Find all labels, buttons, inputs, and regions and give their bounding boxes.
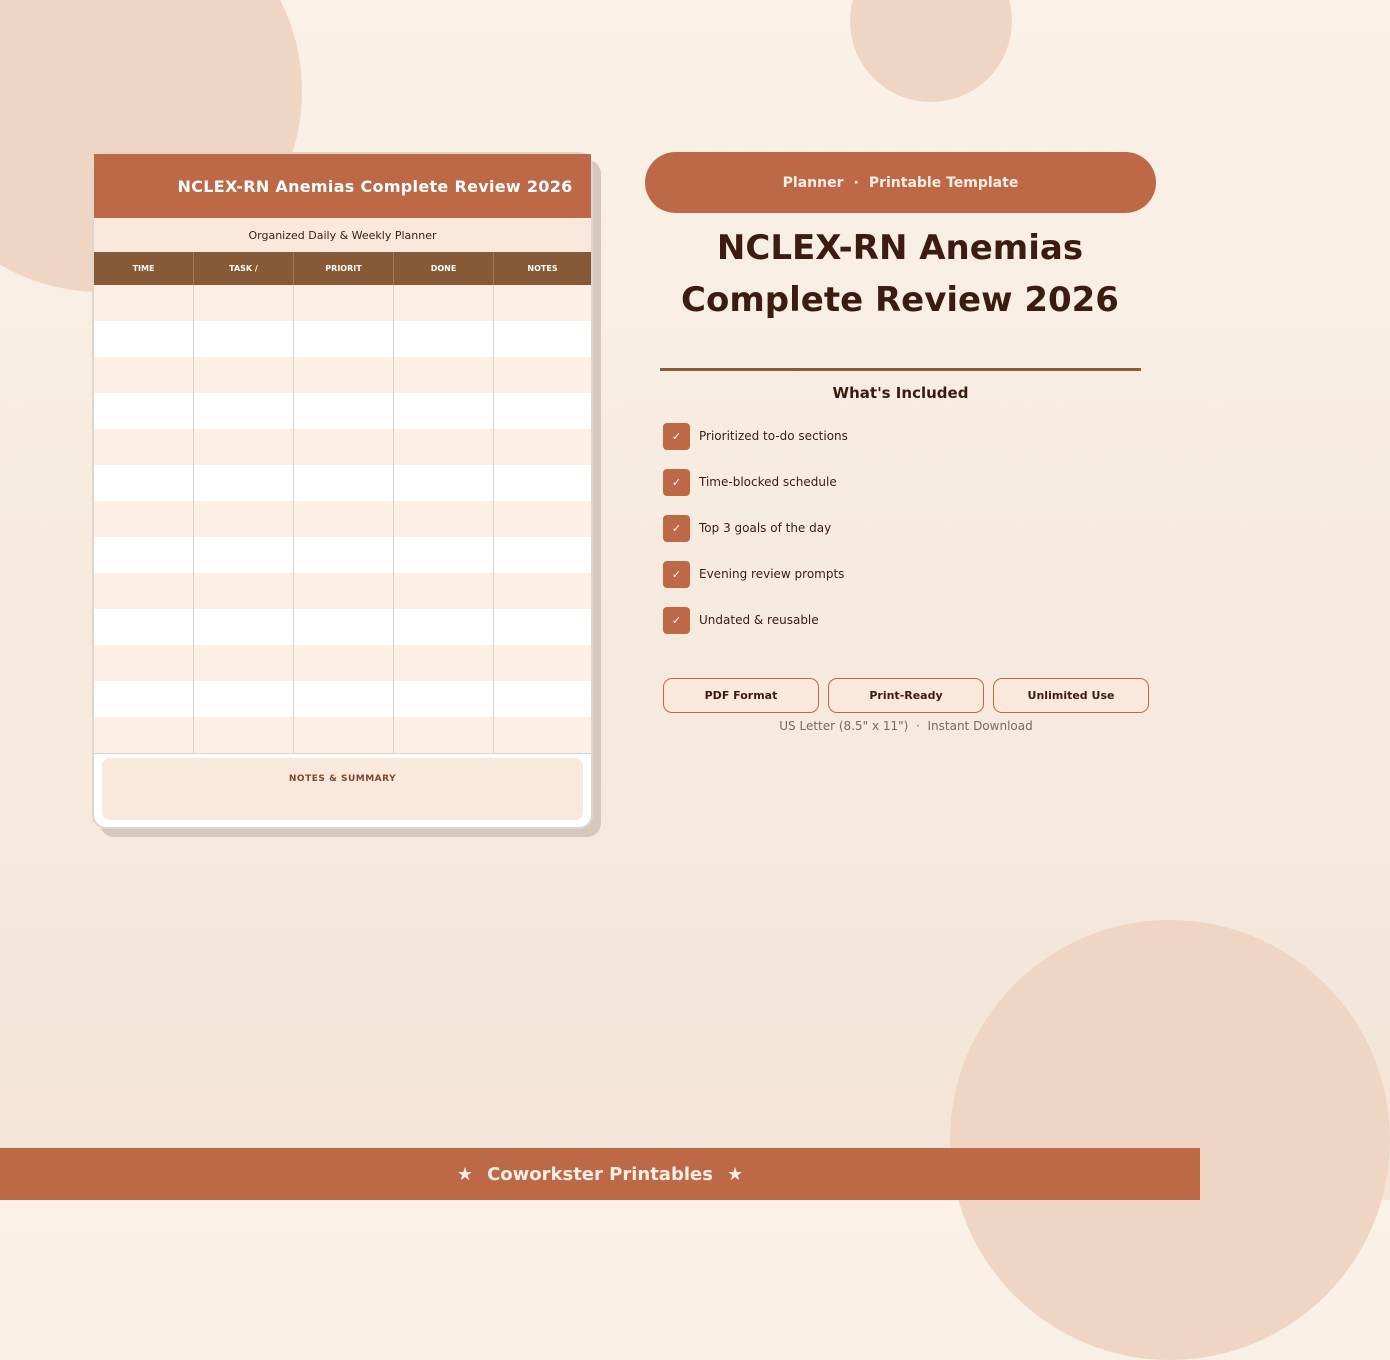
planner-cell: [494, 573, 591, 609]
planner-cell: [194, 285, 294, 321]
feature-label: Undated & reusable: [699, 613, 819, 627]
planner-cell: [394, 609, 494, 645]
planner-cell: [394, 501, 494, 537]
planner-cell: [494, 357, 591, 393]
feature-label: Prioritized to-do sections: [699, 429, 848, 443]
planner-row: [94, 681, 591, 717]
column-header: TASK /: [194, 252, 294, 285]
planner-table-header: [94, 252, 591, 285]
planner-cell: [194, 393, 294, 429]
planner-row: [94, 357, 591, 393]
product-meta: [663, 719, 1149, 733]
paper-size: US Letter (8.5" x 11"): [779, 719, 909, 733]
planner-cell: [394, 681, 494, 717]
planner-cell: [394, 321, 494, 357]
planner-cell: [194, 321, 294, 357]
planner-cell: [94, 501, 194, 537]
planner-cell: [294, 573, 394, 609]
delivery-info: Instant Download: [927, 719, 1033, 733]
planner-title: NCLEX-RN Anemias Complete Review 2026: [94, 154, 591, 218]
planner-row: [94, 645, 591, 681]
planner-cell: [294, 681, 394, 717]
feature-item: [663, 606, 848, 634]
planner-cell: [94, 609, 194, 645]
planner-cell: [194, 681, 294, 717]
planner-bottom-line: [94, 753, 591, 754]
format-badges: [663, 678, 1149, 713]
planner-row: [94, 537, 591, 573]
planner-cell: [294, 285, 394, 321]
planner-cell: [94, 645, 194, 681]
planner-cell: [394, 573, 494, 609]
planner-row: [94, 609, 591, 645]
title-line: NCLEX-RN Anemias: [716, 228, 1084, 268]
planner-row: [94, 321, 591, 357]
column-header: DONE: [394, 252, 494, 285]
column-header: NOTES: [527, 264, 558, 273]
planner-cell: [394, 357, 494, 393]
planner-cell: [494, 285, 591, 321]
check-icon: ✓: [663, 561, 690, 588]
planner-cell: [294, 357, 394, 393]
planner-cell: [94, 357, 194, 393]
planner-cell: [494, 681, 591, 717]
planner-cell: [94, 573, 194, 609]
unlimited-use-badge: Unlimited Use: [993, 678, 1149, 713]
planner-cell: [494, 537, 591, 573]
planner-cell: [494, 645, 591, 681]
feature-label: Top 3 goals of the day: [699, 521, 832, 535]
footer-bar: [0, 1148, 1200, 1200]
planner-cell: [194, 429, 294, 465]
planner-cell: [194, 645, 294, 681]
check-icon: ✓: [663, 423, 690, 450]
planner-cell: [194, 537, 294, 573]
brand-name: Coworkster Printables: [487, 1163, 713, 1185]
planner-cell: [294, 645, 394, 681]
planner-cell: [194, 717, 294, 753]
type-label: Printable Template: [868, 174, 1019, 191]
planner-row: [94, 573, 591, 609]
planner-cell: [94, 285, 194, 321]
planner-cell: [94, 429, 194, 465]
planner-cell: [294, 429, 394, 465]
planner-preview: [92, 152, 593, 829]
product-title: [640, 222, 1160, 326]
decorative-circle: [950, 920, 1390, 1360]
planner-cell: [394, 393, 494, 429]
banner-separator: ·: [853, 174, 859, 191]
check-icon: ✓: [663, 469, 690, 496]
planner-row: [94, 717, 591, 753]
column-header: TIME: [94, 252, 194, 285]
planner-cell: [494, 321, 591, 357]
planner-row: [94, 465, 591, 501]
feature-list: [663, 422, 848, 652]
decorative-circle: [850, 0, 1012, 102]
planner-cell: [194, 573, 294, 609]
planner-cell: [94, 321, 194, 357]
feature-item: [663, 422, 848, 450]
planner-cell: [294, 393, 394, 429]
planner-cell: [394, 465, 494, 501]
planner-cell: [494, 393, 591, 429]
divider: [660, 368, 1141, 371]
check-icon: ✓: [663, 607, 690, 634]
planner-cell: [194, 357, 294, 393]
planner-row: [94, 501, 591, 537]
pdf-format-badge: PDF Format: [663, 678, 819, 713]
star-icon: ★: [456, 1163, 474, 1185]
planner-cell: [294, 537, 394, 573]
planner-cell: [394, 717, 494, 753]
planner-cell: [194, 609, 294, 645]
planner-cell: [294, 717, 394, 753]
planner-row: [94, 429, 591, 465]
planner-cell: [394, 285, 494, 321]
planner-row: [94, 285, 591, 321]
planner-row: [94, 393, 591, 429]
planner-cell: [294, 465, 394, 501]
included-heading: What's Included: [832, 384, 969, 402]
planner-cell: [494, 609, 591, 645]
category-banner: [645, 152, 1156, 213]
planner-cell: [294, 609, 394, 645]
planner-cell: [394, 429, 494, 465]
planner-cell: [94, 537, 194, 573]
planner-cell: [494, 429, 591, 465]
planner-table-body: [94, 285, 591, 754]
feature-label: Time-blocked schedule: [699, 475, 837, 489]
planner-cell: [494, 717, 591, 753]
planner-cell: [94, 465, 194, 501]
planner-cell: [94, 681, 194, 717]
star-icon: ★: [726, 1163, 744, 1185]
planner-cell: [94, 393, 194, 429]
meta-separator: ·: [916, 719, 920, 733]
planner-cell: [494, 465, 591, 501]
planner-cell: [294, 321, 394, 357]
notes-summary-box: NOTES & SUMMARY: [102, 758, 583, 820]
planner-cell: [494, 501, 591, 537]
category-label: Planner: [782, 174, 844, 191]
feature-item: [663, 560, 848, 588]
column-header: PRIORIT: [294, 252, 394, 285]
print-ready-badge: Print-Ready: [828, 678, 984, 713]
feature-label: Evening review prompts: [699, 567, 845, 581]
planner-cell: [194, 501, 294, 537]
title-line: Complete Review 2026: [681, 280, 1119, 320]
planner-cell: [94, 717, 194, 753]
planner-subtitle: Organized Daily & Weekly Planner: [94, 218, 591, 252]
planner-cell: [294, 501, 394, 537]
planner-cell: [394, 645, 494, 681]
feature-item: [663, 514, 848, 542]
check-icon: ✓: [663, 515, 690, 542]
planner-cell: [194, 465, 294, 501]
planner-cell: [394, 537, 494, 573]
feature-item: [663, 468, 848, 496]
